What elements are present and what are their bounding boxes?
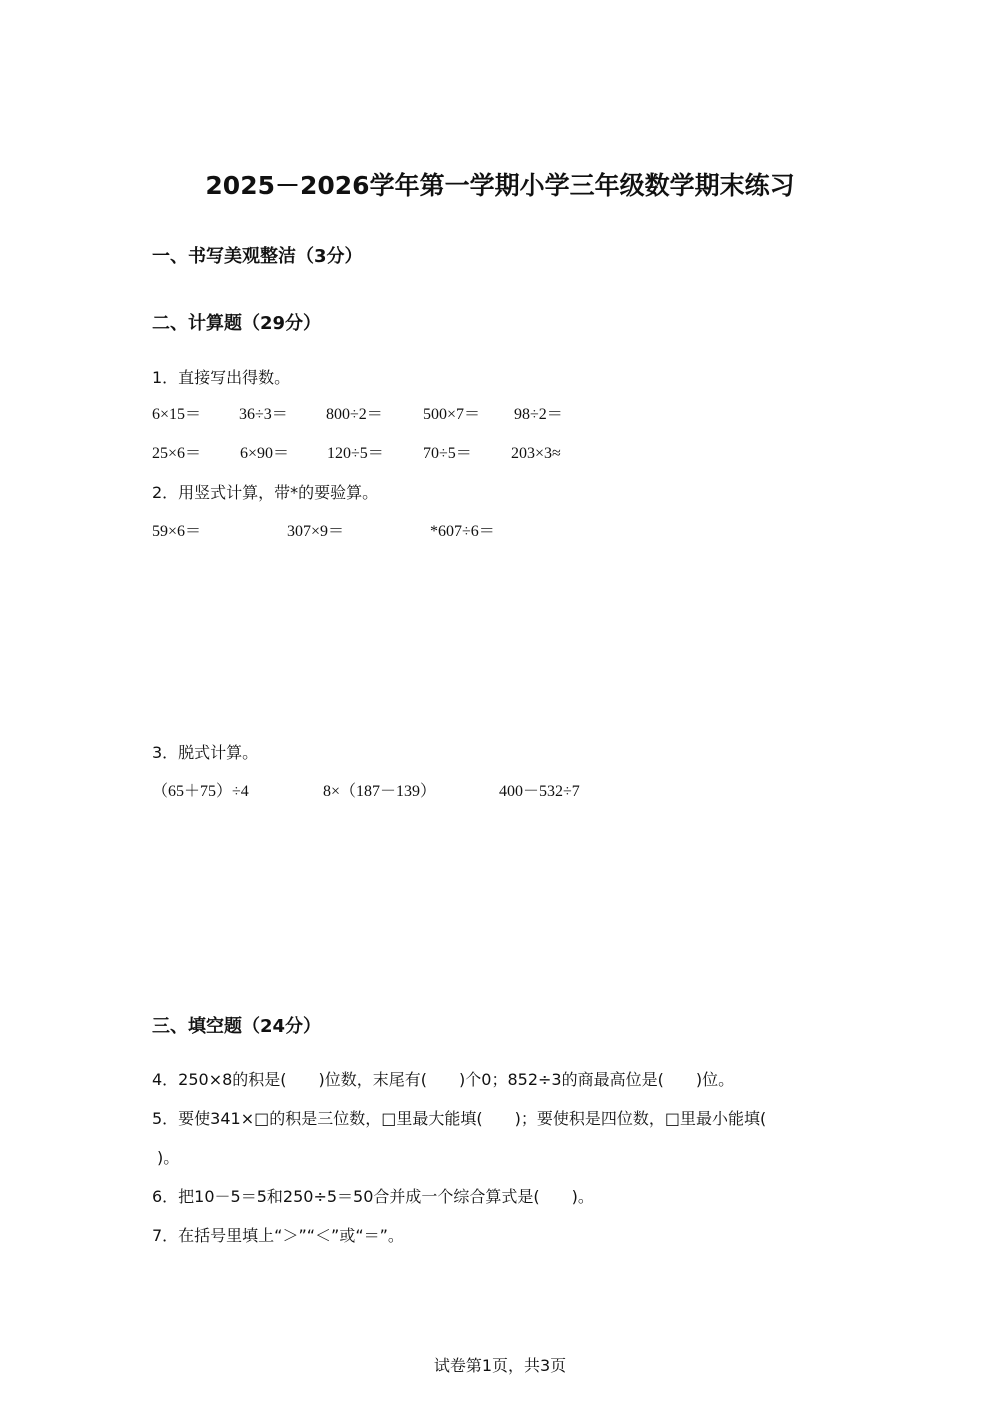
oral-calc-item: 6×90＝ bbox=[240, 445, 290, 462]
oral-calc-item: 120÷5＝ bbox=[327, 445, 384, 462]
section-heading-calculation: 二、计算题（29分） bbox=[152, 313, 322, 334]
question-2-label: 2．用竖式计算，带*的要验算。 bbox=[152, 483, 379, 502]
oral-calc-item: 25×6＝ bbox=[152, 445, 202, 462]
question-5-continued: )。 bbox=[157, 1148, 180, 1167]
vertical-calc-item: 307×9＝ bbox=[287, 523, 345, 540]
question-4: 4．250×8的积是( )位数，末尾有( )个0；852÷3的商最高位是( )位。 bbox=[152, 1070, 735, 1089]
vertical-calc-item: 59×6＝ bbox=[152, 523, 202, 540]
oral-calc-item: 98÷2＝ bbox=[514, 406, 563, 423]
oral-calc-item: 800÷2＝ bbox=[326, 406, 383, 423]
step-calc-item: 8×（187－139） bbox=[323, 783, 437, 800]
oral-calc-item: 36÷3＝ bbox=[239, 406, 288, 423]
question-5: 5．要使341×□的积是三位数，□里最大能填( )；要使积是四位数，□里最小能填( bbox=[152, 1109, 767, 1128]
page-footer: 试卷第1页，共3页 bbox=[433, 1356, 567, 1375]
page-title: 2025－2026学年第一学期小学三年级数学期末练习 bbox=[205, 171, 795, 200]
vertical-calc-item: *607÷6＝ bbox=[430, 523, 495, 540]
question-6: 6．把10－5＝5和250÷5＝50合并成一个综合算式是( )。 bbox=[152, 1187, 594, 1206]
step-calc-item: （65＋75）÷4 bbox=[152, 783, 249, 800]
oral-calc-item: 6×15＝ bbox=[152, 406, 202, 423]
question-3-label: 3．脱式计算。 bbox=[152, 743, 259, 762]
section-heading-fill-in: 三、填空题（24分） bbox=[152, 1016, 322, 1037]
oral-calc-item: 203×3≈ bbox=[511, 445, 561, 462]
section-heading-writing: 一、书写美观整洁（3分） bbox=[152, 246, 363, 267]
oral-calc-item: 70÷5＝ bbox=[423, 445, 472, 462]
step-calc-item: 400－532÷7 bbox=[499, 783, 580, 800]
oral-calc-item: 500×7＝ bbox=[423, 406, 481, 423]
question-1-label: 1．直接写出得数。 bbox=[152, 368, 291, 387]
question-7: 7．在括号里填上“＞”“＜”或“＝”。 bbox=[152, 1226, 404, 1245]
